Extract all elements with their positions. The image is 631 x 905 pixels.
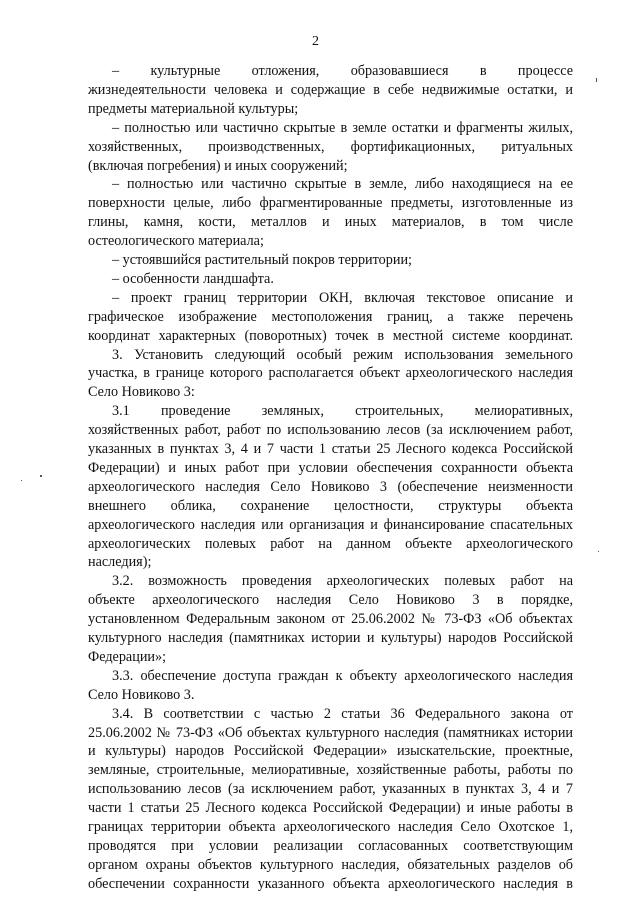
text-line: наследия); — [88, 554, 152, 571]
text-line: Федерации) и иных работ при условии обеспечения сохранности объекта — [88, 459, 573, 476]
text-line: хозяйственных работ, работ по использованию лесов (за исключением работ, — [88, 422, 573, 439]
text-line: земляные, строительные, мелиоративные, хозяйственные работы, работы по — [88, 762, 573, 779]
text-line: предметы материальной культуры; — [88, 100, 299, 117]
text-line: (включая погребения) и иных сооружений; — [88, 157, 348, 174]
text-line: использованию лесов (за исключением работ, указанных в пунктах 3, 4 и 7 — [88, 781, 573, 798]
scan-speck — [596, 78, 597, 82]
text-line: – проект границ территории ОКН, включая текстовое описание и — [112, 289, 573, 306]
text-line: внешнего облика, сохранение целостности, структуры объекта — [88, 497, 573, 514]
text-line: 3.4. В соответствии с частью 2 статьи 36 Федерального закона от — [112, 705, 573, 722]
text-line: остеологического материала; — [88, 233, 264, 250]
text-line: – полностью или частично скрытые в земле остатки и фрагменты жилых, — [112, 119, 573, 136]
text-line: 25.06.2002 № 73-ФЗ «Об объектах культурного наследия (памятниках истории — [88, 724, 573, 741]
text-line: Федерации»; — [88, 648, 167, 665]
text-line: археологических полевых работ на данном объекте археологического — [88, 535, 573, 552]
text-line: поверхности целые, либо фрагментированные предметы, изготовленные из — [88, 195, 573, 212]
text-line: и культуры) народов Российской Федерации» изыскательские, проектные, — [88, 743, 573, 760]
text-line: части 1 статьи 25 Лесного кодекса Российской Федерации) и иные работы в — [88, 800, 573, 817]
text-line: глины, камня, кости, металлов и иных материалов, в том числе — [88, 214, 573, 231]
text-line: – особенности ландшафта. — [112, 270, 274, 287]
text-line: координат характерных (поворотных) точек в местной системе координат. — [88, 327, 573, 344]
text-line: объекте археологического наследия Село Новиково 3 в порядке, — [88, 592, 573, 609]
scan-speck — [21, 480, 22, 481]
text-line: 3.1 проведение земляных, строительных, мелиоративных, — [112, 403, 573, 420]
text-line: установленном Федеральным законом от 25.06.2002 № 73-ФЗ «Об объектах — [88, 611, 573, 628]
text-line: культурного наследия (памятниках истории и культуры) народов Российской — [88, 630, 573, 646]
text-line: 3.3. обеспечение доступа граждан к объекту археологического наследия — [112, 667, 573, 684]
text-line: Село Новиково 3: — [88, 384, 195, 401]
text-line: 3.2. возможность проведения археологических полевых работ на — [112, 573, 573, 590]
text-line: археологического наследия Село Новиково 3 (обеспечение неизменности — [88, 478, 573, 495]
text-line: графическое изображение местоположения границ, а также перечень — [88, 308, 573, 325]
text-line: обеспечении сохранности указанного объекта археологического наследия в — [88, 875, 573, 892]
scan-speck — [40, 475, 42, 477]
text-line: археологического наследия или организация и финансирование спасательных — [88, 516, 573, 533]
text-line: границах территории объекта археологического наследия Село Охотское 1, — [88, 819, 573, 835]
text-line: органом охраны объектов культурного наследия, обязательных разделов об — [88, 856, 573, 873]
scan-speck — [598, 551, 599, 552]
text-line: хозяйственных, производственных, фортификационных, ритуальных — [88, 138, 573, 155]
text-line: 3. Установить следующий особый режим использования земельного — [112, 346, 573, 363]
text-line: участка, в границе которого располагается объект археологического наследия — [88, 365, 573, 382]
page-number: 2 — [312, 34, 319, 49]
text-line: Село Новиково 3. — [88, 686, 195, 703]
text-line: жизнедеятельности человека и содержащие в себе недвижимые остатки, и — [88, 81, 573, 98]
text-line: указанных в пунктах 3, 4 и 7 части 1 статьи 25 Лесного кодекса Российской — [88, 441, 573, 457]
text-line: – полностью или частично скрытые в земле, либо находящиеся на ее — [112, 176, 573, 193]
text-line: проводятся при условии реализации согласованных соответствующим — [88, 837, 573, 854]
text-line: – устоявшийся растительный покров территории; — [112, 252, 412, 268]
text-line: – культурные отложения, образовавшиеся в процессе — [112, 63, 573, 79]
